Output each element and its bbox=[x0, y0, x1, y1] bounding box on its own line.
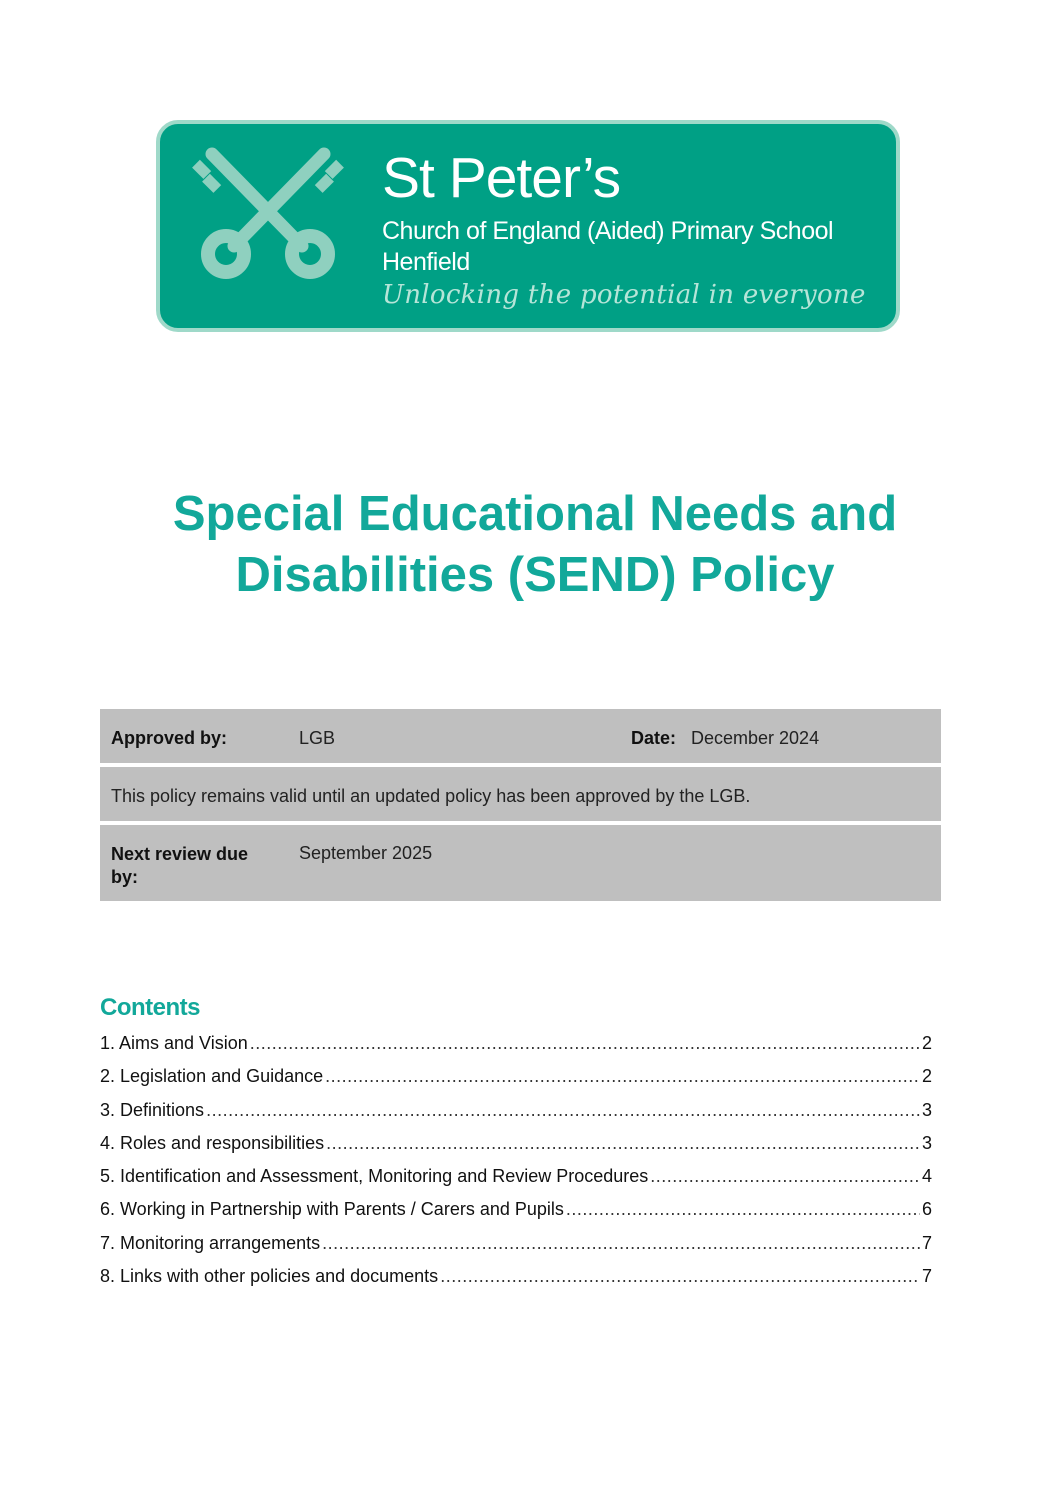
document-title-line1: Special Educational Needs and bbox=[172, 487, 898, 541]
next-review-row bbox=[100, 825, 941, 901]
toc-item[interactable] bbox=[100, 1133, 932, 1166]
toc-item-title: 7. Monitoring arrangements bbox=[100, 1232, 321, 1253]
toc-item[interactable] bbox=[100, 1033, 932, 1066]
school-name: St Peter’s bbox=[382, 146, 621, 210]
toc-leader-dots bbox=[326, 1133, 920, 1154]
document-title bbox=[80, 484, 990, 606]
next-review-label: Next review due by: bbox=[111, 844, 249, 887]
toc-item-title: 1. Aims and Vision bbox=[100, 1033, 248, 1053]
toc-item[interactable] bbox=[100, 1100, 932, 1133]
document-title-line2: Disabilities (SEND) Policy bbox=[235, 548, 835, 602]
toc-item[interactable] bbox=[100, 1266, 932, 1299]
toc-leader-dots bbox=[440, 1266, 920, 1287]
toc-item-page: 3 bbox=[921, 1132, 932, 1153]
next-review-value: September 2025 bbox=[299, 843, 433, 863]
toc-leader-dots bbox=[650, 1166, 920, 1187]
approved-by-value: LGB bbox=[299, 728, 336, 748]
table-of-contents bbox=[100, 1033, 932, 1299]
validity-row bbox=[100, 767, 941, 821]
toc-item-title: 3. Definitions bbox=[100, 1099, 205, 1120]
toc-item-title: 8. Links with other policies and documents bbox=[100, 1266, 439, 1287]
toc-item-page: 7 bbox=[921, 1266, 932, 1287]
toc-item-title: 2. Legislation and Guidance bbox=[100, 1066, 324, 1087]
toc-item-title: 5. Identification and Assessment, Monitoring and Review Procedures bbox=[100, 1166, 649, 1187]
toc-leader-dots bbox=[325, 1066, 920, 1087]
school-banner bbox=[156, 120, 900, 332]
toc-item-page: 3 bbox=[921, 1099, 932, 1120]
toc-item-title: 4. Roles and responsibilities bbox=[100, 1132, 325, 1153]
validity-note: This policy remains valid until an updated policy has been approved by the LGB. bbox=[111, 786, 751, 806]
crossed-keys-icon bbox=[190, 142, 346, 282]
toc-item-page: 6 bbox=[921, 1199, 932, 1220]
toc-item-title: 6. Working in Partnership with Parents / Carers and Pupils bbox=[100, 1199, 564, 1220]
approval-row bbox=[100, 709, 941, 763]
contents-heading: Contents bbox=[100, 994, 200, 1021]
toc-leader-dots bbox=[566, 1199, 920, 1220]
toc-leader-dots bbox=[250, 1033, 920, 1054]
school-subtitle bbox=[382, 216, 833, 278]
toc-item-page: 7 bbox=[921, 1232, 932, 1253]
approved-by-label: Approved by: bbox=[111, 728, 228, 748]
toc-item[interactable] bbox=[100, 1066, 932, 1099]
toc-item-page: 4 bbox=[921, 1166, 932, 1187]
toc-leader-dots bbox=[322, 1233, 920, 1254]
toc-leader-dots bbox=[206, 1100, 920, 1121]
date-value: December 2024 bbox=[691, 728, 820, 748]
school-motto: Unlocking the potential in everyone bbox=[382, 280, 866, 310]
toc-item-page: 2 bbox=[921, 1066, 932, 1087]
school-subtitle-line1: Church of England (Aided) Primary School bbox=[382, 217, 834, 245]
toc-item[interactable] bbox=[100, 1166, 932, 1199]
policy-info-table bbox=[100, 709, 941, 901]
toc-item-page: 2 bbox=[921, 1033, 932, 1053]
toc-item[interactable] bbox=[100, 1233, 932, 1266]
toc-item[interactable] bbox=[100, 1199, 932, 1232]
date-label: Date: bbox=[631, 728, 677, 748]
school-subtitle-line2: Henfield bbox=[382, 248, 470, 276]
